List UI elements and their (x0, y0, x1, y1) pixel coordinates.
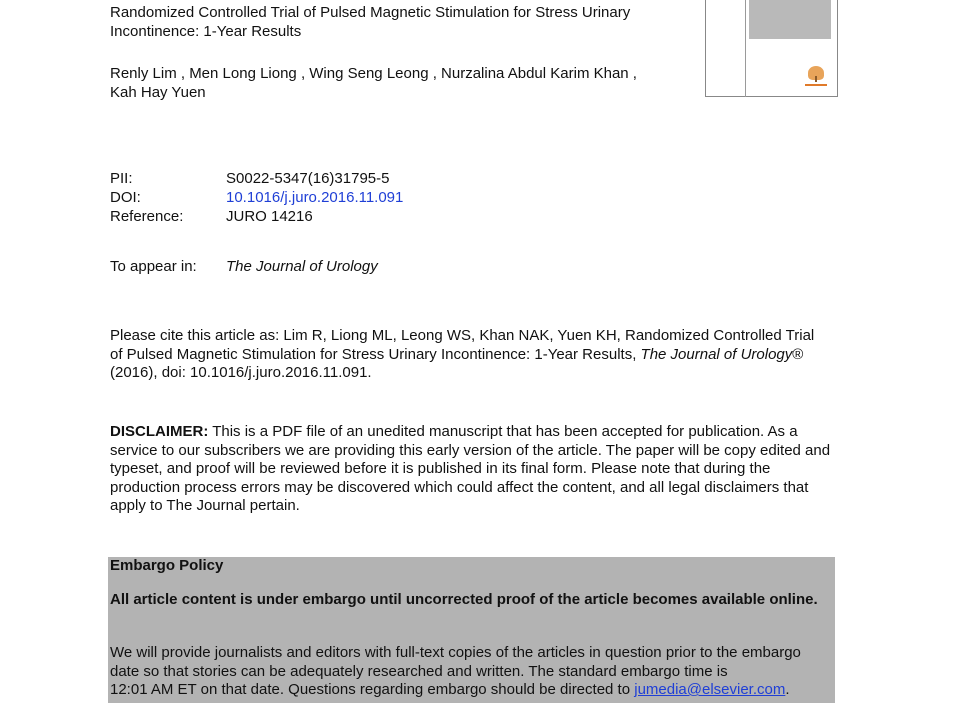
journal-name (226, 258, 378, 277)
citation-paragraph (110, 327, 830, 383)
embargo-title: Embargo Policy (110, 557, 224, 574)
journal-name-text: The Journal of Urology (226, 258, 378, 275)
embargo-email-link[interactable]: jumedia@elsevier.com (634, 681, 786, 698)
doi-link[interactable]: 10.1016/j.juro.2016.11.091 (226, 189, 404, 206)
embargo-body-end: . (785, 681, 790, 698)
citation-journal: The Journal of Urology (640, 345, 793, 363)
embargo-body-line-3 (110, 681, 835, 700)
authors-line-1: Renly Lim , Men Long Liong , Wing Seng Leong , Nurzalina Abdul Karim Khan , (110, 65, 637, 82)
embargo-body-line-1: We will provide journalists and editors with full-text copies of the articles in question prior to the embargo (110, 644, 801, 661)
disclaimer-paragraph (110, 423, 840, 516)
reference-value: JURO 14216 (226, 208, 313, 225)
article-title: Randomized Controlled Trial of Pulsed Magnetic Stimulation for Stress Urinary Incontinence: 1-Year Results (110, 4, 631, 40)
disclaimer-label: DISCLAIMER: (110, 423, 209, 440)
authors-line-2: Kah Hay Yuen (110, 83, 206, 101)
author-list (110, 65, 700, 102)
disclaimer-text: This is a PDF file of an unedited manuscript that has been accepted for publication. As a service to our subscribers we are providing this early version of the article. The paper will be copy edited and typeset, and proof will be reviewed before it is published in its final form. Please note that during the production process errors may be discovered which could affect the content, and all legal disclaimers that apply to The Journal pertain. (110, 423, 831, 514)
journal-cover-thumbnail (705, 0, 838, 97)
pii-label: PII: (110, 170, 133, 187)
embargo-policy-box (108, 557, 835, 703)
cover-divider (745, 0, 746, 97)
embargo-notice: All article content is under embargo until uncorrected proof of the article becomes available online. (110, 591, 818, 608)
elsevier-tree-icon (805, 66, 827, 86)
reference-label: Reference: (110, 208, 184, 225)
embargo-body-line-2: date so that stories can be adequately researched and written. The standard embargo time is (110, 662, 728, 680)
citation-text: Please cite this article as: Lim R, Liong ML, Leong WS, Khan NAK, Yuen KH, Randomized Controlled Trial of Pulsed Magnetic Stimulation for Stress Urinary Incontinence: 1-Year Results, (110, 327, 815, 363)
citation-suffix: ® (2016), doi: 10.1016/j.juro.2016.11.091. (110, 345, 804, 381)
embargo-body (110, 644, 835, 700)
embargo-contact-text: 12:01 AM ET on that date. Questions regarding embargo should be directed to (110, 681, 635, 698)
doi-label: DOI: (110, 189, 141, 206)
pii-value: S0022-5347(16)31795-5 (226, 170, 390, 187)
cover-image-placeholder (749, 0, 831, 39)
appear-in-label: To appear in: (110, 258, 197, 275)
